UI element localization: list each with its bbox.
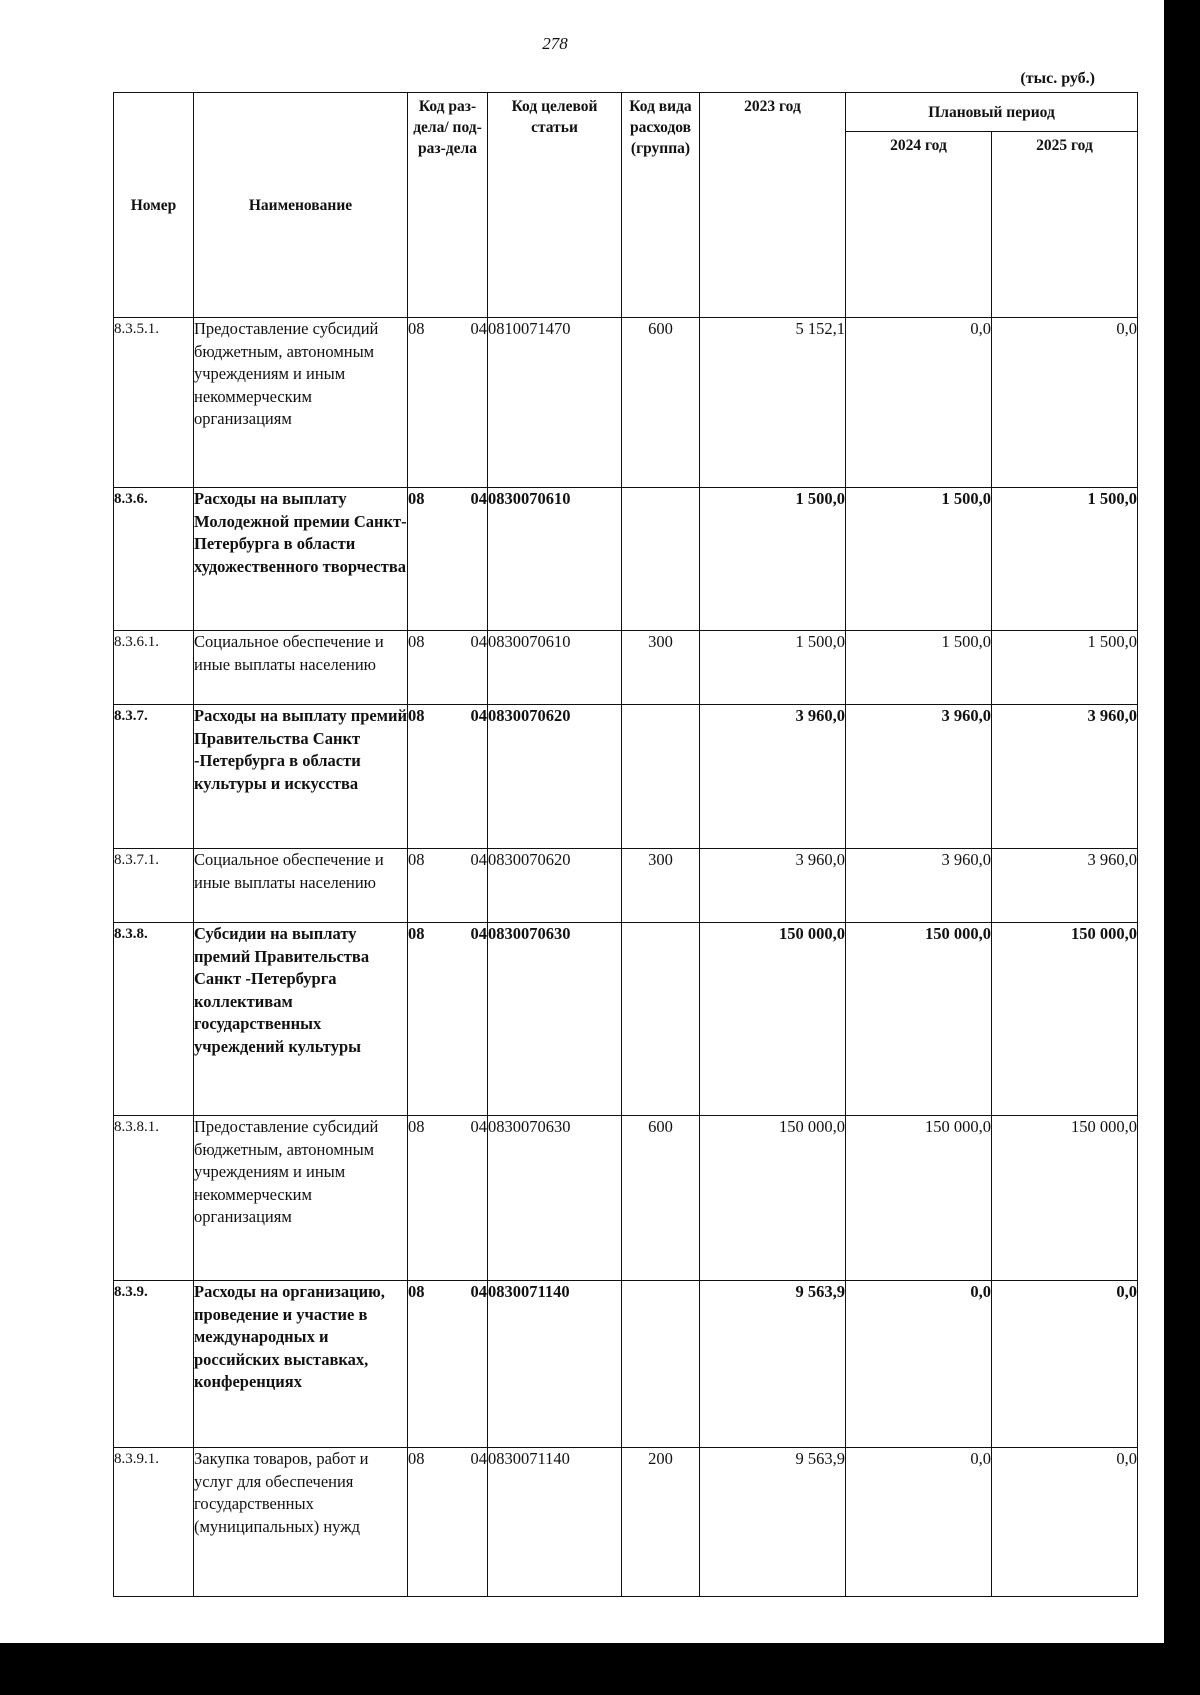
row-name: Субсидии на выплату премий Правительства Санкт -Петербурга коллективам государственных учреждений культуры [194, 923, 408, 1116]
subsection: 04 [470, 489, 487, 508]
row-value-2025: 1 500,0 [992, 631, 1138, 705]
row-value-2025: 3 960,0 [992, 705, 1138, 849]
section: 08 [408, 850, 425, 869]
header-section-code: Код раз-дела/ под-раз-дела [408, 93, 488, 318]
row-target-code: 0830070610 [488, 488, 622, 631]
row-value-2025: 150 000,0 [992, 923, 1138, 1116]
section: 08 [408, 632, 425, 651]
row-value-2024: 0,0 [846, 1448, 992, 1597]
row-section-code [408, 488, 488, 631]
header-number: Номер [114, 93, 194, 318]
row-number: 8.3.6. [114, 488, 194, 631]
scan-edge-right [1164, 0, 1200, 1695]
row-target-code: 0830070630 [488, 1116, 622, 1281]
row-value-2025: 0,0 [992, 1448, 1138, 1597]
row-value-2025: 150 000,0 [992, 1116, 1138, 1281]
section: 08 [408, 1117, 425, 1136]
row-section-code [408, 1281, 488, 1448]
table-header [114, 93, 1138, 318]
row-value-2023: 9 563,9 [700, 1281, 846, 1448]
row-name: Расходы на организацию, проведение и участие в международных и российских выставках, конференциях [194, 1281, 408, 1448]
subsection: 04 [470, 319, 487, 338]
row-target-code: 0830071140 [488, 1281, 622, 1448]
row-value-2023: 150 000,0 [700, 1116, 846, 1281]
row-value-2024: 1 500,0 [846, 631, 992, 705]
row-name: Социальное обеспечение и иные выплаты населению [194, 849, 408, 923]
row-section-code [408, 631, 488, 705]
header-year-2024: 2024 год [846, 132, 992, 318]
row-value-2024: 0,0 [846, 318, 992, 488]
row-value-2025: 3 960,0 [992, 849, 1138, 923]
row-section-code [408, 318, 488, 488]
row-expense-type: 600 [622, 318, 700, 488]
header-planned-period: Плановый период [846, 93, 1138, 132]
row-name: Социальное обеспечение и иные выплаты населению [194, 631, 408, 705]
row-name: Закупка товаров, работ и услуг для обеспечения государственных (муниципальных) нужд [194, 1448, 408, 1597]
row-expense-type [622, 1281, 700, 1448]
table-row [114, 1448, 1138, 1597]
section: 08 [408, 319, 425, 338]
row-value-2025: 1 500,0 [992, 488, 1138, 631]
table-row [114, 318, 1138, 488]
page-number: 278 [542, 34, 568, 53]
row-name: Расходы на выплату Молодежной премии Санкт-Петербурга в области художественного творчества [194, 488, 408, 631]
row-expense-type: 600 [622, 1116, 700, 1281]
row-value-2024: 3 960,0 [846, 849, 992, 923]
row-target-code: 0830070620 [488, 849, 622, 923]
row-value-2023: 3 960,0 [700, 705, 846, 849]
row-number: 8.3.9.1. [114, 1448, 194, 1597]
row-number: 8.3.6.1. [114, 631, 194, 705]
section: 08 [408, 924, 425, 943]
row-value-2024: 1 500,0 [846, 488, 992, 631]
row-value-2024: 0,0 [846, 1281, 992, 1448]
section: 08 [408, 1282, 425, 1301]
row-target-code: 0810071470 [488, 318, 622, 488]
subsection: 04 [470, 1449, 487, 1468]
row-value-2024: 150 000,0 [846, 923, 992, 1116]
row-target-code: 0830070630 [488, 923, 622, 1116]
subsection: 04 [470, 632, 487, 651]
row-value-2023: 5 152,1 [700, 318, 846, 488]
row-value-2023: 9 563,9 [700, 1448, 846, 1597]
header-target-code: Код целевой статьи [488, 93, 622, 318]
row-value-2024: 3 960,0 [846, 705, 992, 849]
row-section-code [408, 849, 488, 923]
row-expense-type [622, 705, 700, 849]
subsection: 04 [470, 1117, 487, 1136]
row-name: Предоставление субсидий бюджетным, автономным учреждениям и иным некоммерческим организациям [194, 318, 408, 488]
row-name: Предоставление субсидий бюджетным, автономным учреждениям и иным некоммерческим организациям [194, 1116, 408, 1281]
row-target-code: 0830071140 [488, 1448, 622, 1597]
section: 08 [408, 706, 425, 725]
row-number: 8.3.8.1. [114, 1116, 194, 1281]
row-section-code [408, 923, 488, 1116]
row-value-2023: 3 960,0 [700, 849, 846, 923]
table-row [114, 488, 1138, 631]
row-expense-type: 200 [622, 1448, 700, 1597]
table-row [114, 1281, 1138, 1448]
row-expense-type [622, 923, 700, 1116]
units-label: (тыс. руб.) [1020, 70, 1095, 87]
table-body [114, 318, 1138, 1597]
header-year-2025: 2025 год [992, 132, 1138, 318]
subsection: 04 [470, 706, 487, 725]
row-target-code: 0830070610 [488, 631, 622, 705]
row-section-code [408, 705, 488, 849]
subsection: 04 [470, 850, 487, 869]
row-value-2025: 0,0 [992, 318, 1138, 488]
header-name: Наименование [194, 93, 408, 318]
section: 08 [408, 489, 425, 508]
subsection: 04 [470, 1282, 487, 1301]
row-target-code: 0830070620 [488, 705, 622, 849]
row-expense-type [622, 488, 700, 631]
scan-edge-bottom [0, 1643, 1200, 1695]
row-number: 8.3.7. [114, 705, 194, 849]
row-value-2023: 1 500,0 [700, 488, 846, 631]
subsection: 04 [470, 924, 487, 943]
row-number: 8.3.9. [114, 1281, 194, 1448]
header-year-2023: 2023 год [700, 93, 846, 318]
row-expense-type: 300 [622, 631, 700, 705]
table-row [114, 1116, 1138, 1281]
table-row [114, 631, 1138, 705]
table-row [114, 849, 1138, 923]
section: 08 [408, 1449, 425, 1468]
row-number: 8.3.8. [114, 923, 194, 1116]
row-expense-type: 300 [622, 849, 700, 923]
row-number: 8.3.7.1. [114, 849, 194, 923]
row-name: Расходы на выплату премий Правительства Санкт -Петербурга в области культуры и искусства [194, 705, 408, 849]
row-section-code [408, 1116, 488, 1281]
row-section-code [408, 1448, 488, 1597]
row-value-2025: 0,0 [992, 1281, 1138, 1448]
table-row [114, 923, 1138, 1116]
table-row [114, 705, 1138, 849]
budget-table [113, 92, 1138, 1597]
row-value-2024: 150 000,0 [846, 1116, 992, 1281]
row-number: 8.3.5.1. [114, 318, 194, 488]
row-value-2023: 150 000,0 [700, 923, 846, 1116]
header-expense-type: Код вида расходов (группа) [622, 93, 700, 318]
row-value-2023: 1 500,0 [700, 631, 846, 705]
